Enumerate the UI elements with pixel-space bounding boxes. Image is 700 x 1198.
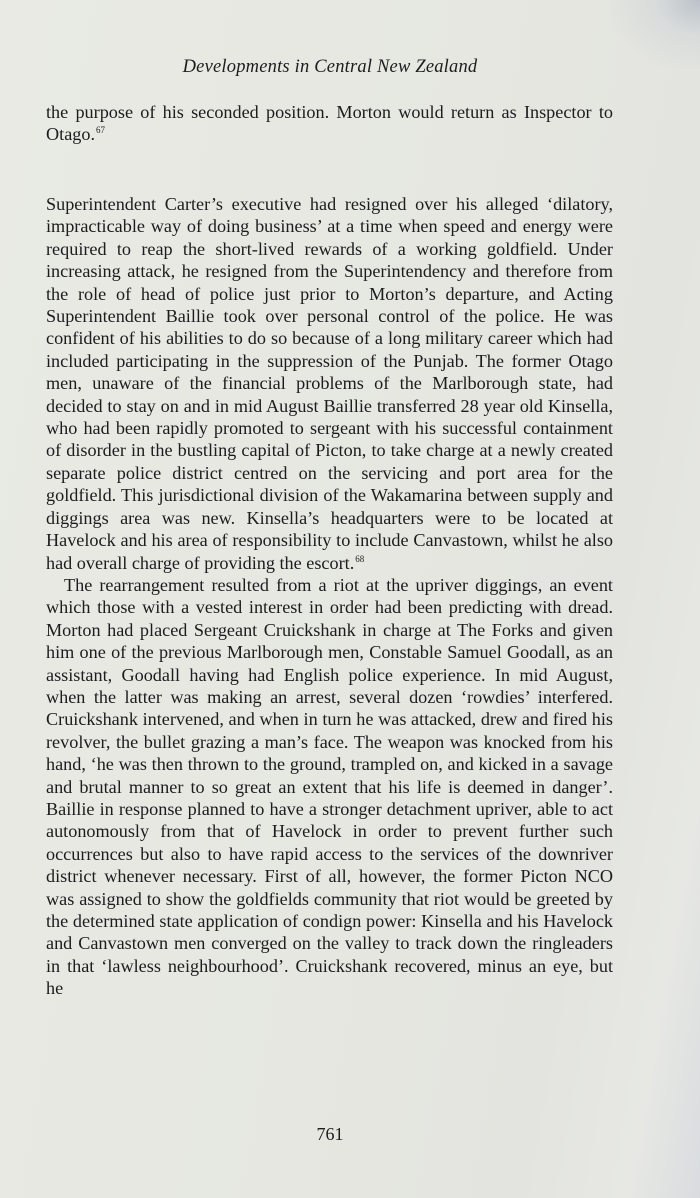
paragraph-2: [46, 193, 613, 574]
running-head: Developments in Central New Zealand: [182, 57, 478, 77]
paragraph-3-text: The rearrangement resulted from a riot at the upriver diggings, an event which those with a vested interest in order had been predicting with dread. Morton had placed Sergeant Cruickshank in charge at The Forks and given him one of the previous Marlborough men, Constable Samuel Goodall, as an assistant, Goodall having had English police experience. In mid August, when the latter was making an arrest, several dozen ‘rowdies’ interfered. Cruickshank intervened, and when in turn he was attacked, drew and fired his revolver, the bullet grazing a man’s face. The weapon was knocked from his hand, ‘he was then thrown to the ground, trampled on, and kicked in a savage and brutal manner to so great an extent that his life is deemed in danger’. Baillie in response planned to have a stronger detachment upriver, able to act autonomously from that of Havelock in order to prevent further such occurrences but also to have rapid access to the services of the downriver district whenever necessary. First of all, however, the former Picton NCO was assigned to show the goldfields community that riot would be greeted by the determined state application of condign power: Kinsella and his Havelock and Canvastown men converged on the valley to track down the ringleaders in that ‘lawless neighbourhood’. Cruickshank recovered, minus an eye, but he: [46, 574, 613, 999]
footnote-ref-68[interactable]: 68: [355, 553, 365, 564]
text-block-main: [46, 193, 613, 1000]
page-number: 761: [316, 1124, 344, 1144]
paragraph-3: [46, 574, 613, 1000]
text-block-top: [46, 101, 613, 146]
paragraph-1-text: the purpose of his seconded position. Morton would return as Inspector to Otago.: [46, 102, 613, 145]
paragraph-2-text: Superintendent Carter’s executive had resigned over his alleged ‘dilatory, impracticable way of doing business’ at a time when speed and energy were required to reap the short-lived rewards of a working goldfield. Under increasing attack, he resigned from the Superintendency and therefore from the role of head of police just prior to Morton’s departure, and Acting Superintendent Baillie took over personal control of the police. He was confident of his abilities to do so because of a long military career which had included participating in the suppression of the Punjab. The former Otago men, unaware of the financial problems of the Marlborough state, had decided to stay on and in mid August Baillie transferred 28 year old Kinsella, who had been rapidly promoted to sergeant with his successful containment of disorder in the bustling capital of Picton, to take charge at a newly created separate police district centred on the servicing and port area for the goldfield. This jurisdictional division of the Wakamarina between supply and diggings area was new. Kinsella’s headquarters were to be located at Havelock and his area of responsibility to include Canvastown, whilst he also had overall charge of providing the escort.: [46, 194, 613, 573]
footnote-ref-67[interactable]: 67: [96, 125, 105, 136]
paragraph-1: [46, 101, 613, 146]
